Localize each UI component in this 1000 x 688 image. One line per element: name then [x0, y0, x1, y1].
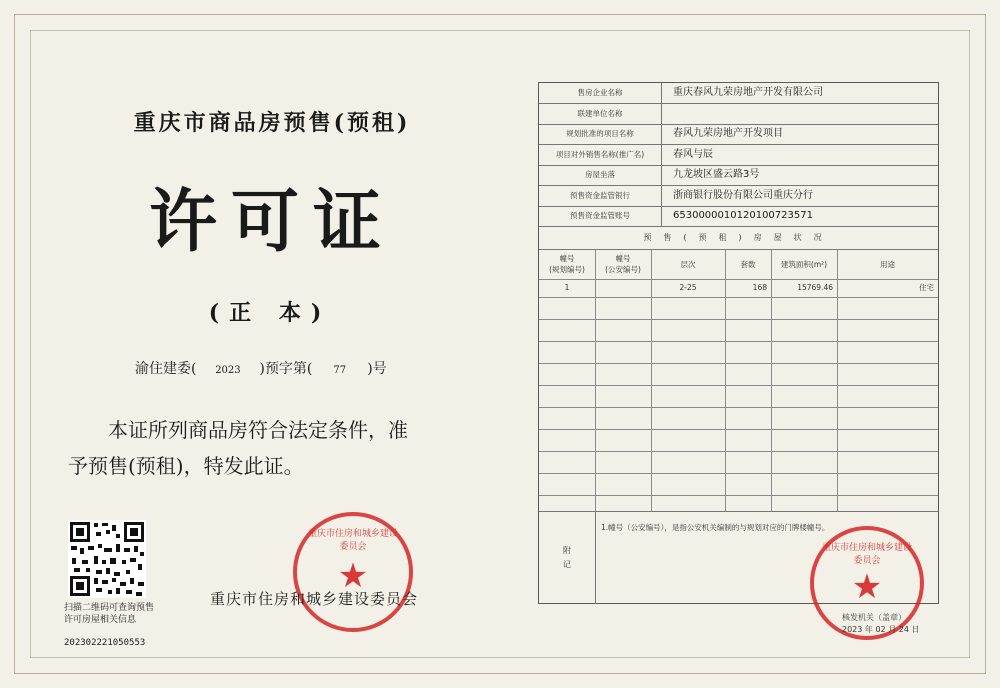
info-row-value: 春风与辰 — [673, 148, 713, 160]
grid-row-line — [539, 279, 938, 280]
grid-column-line — [771, 249, 772, 511]
qr-caption: 扫描二维码可查询预售许可房屋相关信息 — [64, 603, 155, 625]
notes-label: 附 记 — [539, 512, 596, 604]
body-line-1: 本证所列商品房符合法定条件，准 — [108, 418, 408, 442]
info-row — [539, 165, 938, 186]
certificate-title-sub: (正 本) — [208, 300, 332, 326]
certificate-title-main: 许可证 — [148, 182, 395, 262]
grid-column-line — [725, 249, 726, 511]
info-row — [539, 206, 938, 227]
table-cell-floors: 2-25 — [679, 283, 697, 292]
date-month: 02 — [875, 625, 886, 634]
number-suffix: )号 — [367, 361, 387, 377]
certificate-body — [68, 412, 448, 484]
column-header: 建筑面积(m²) — [780, 259, 828, 269]
info-row-label: 售房企业名称 — [539, 83, 662, 103]
info-row-label: 规划批准的项目名称 — [539, 124, 662, 144]
info-row-value: 九龙坡区盛云路3号 — [673, 169, 760, 180]
qr-code-icon[interactable] — [68, 520, 146, 598]
info-row — [539, 145, 938, 166]
grid-row-line — [539, 385, 938, 386]
star-icon: ★ — [337, 555, 369, 596]
approval-label: 核发机关（盖章） — [842, 613, 906, 622]
approval-date — [842, 624, 919, 635]
column-header: 幢号 (公安编号) — [605, 254, 641, 274]
column-header: 用途 — [880, 259, 895, 269]
column-header: 幢号 (规划编号) — [549, 254, 585, 274]
grid-row-line — [539, 429, 938, 430]
star-icon: ★ — [851, 567, 883, 608]
certificate-title-top: 重庆市商品房预售(预租) — [133, 110, 411, 136]
info-row — [539, 186, 938, 207]
presale-info-table — [538, 82, 939, 608]
official-seal-left — [293, 512, 413, 632]
column-header: 套数 — [740, 259, 756, 269]
info-row-value: 重庆春风九荣房地产开发有限公司 — [673, 87, 823, 98]
info-row-value: 春风九荣房地产开发项目 — [673, 128, 783, 139]
certificate-number — [135, 358, 435, 378]
table-cell-building-plan: 1 — [564, 283, 570, 292]
info-row-value: 6530000010120100723571 — [673, 210, 813, 221]
info-row — [539, 104, 938, 125]
date-year-suffix: 年 — [864, 625, 873, 634]
seal-right-text: 重庆市住房和城乡建设委员会 — [822, 543, 913, 566]
grid-row-line — [539, 407, 938, 408]
section-title: 预售(预租)房屋状况 — [539, 227, 938, 250]
grid-row-line — [539, 363, 938, 364]
table-cell-use: 住宅 — [919, 283, 934, 292]
date-year: 2023 — [842, 625, 863, 634]
info-row-label: 联建单位名称 — [539, 104, 662, 124]
grid-column-line — [651, 249, 652, 511]
body-line-2: 予预售(预租)，特发此证。 — [68, 454, 304, 478]
notes-text: 1.幢号（公安编号），是指公安机关编制的与规划对应的门牌楼幢号。 — [601, 523, 830, 532]
housing-grid — [539, 249, 938, 511]
grid-row-line — [539, 451, 938, 452]
grid-row-line — [539, 341, 938, 342]
column-header: 层次 — [680, 259, 696, 269]
qr-code-number: 20230222105055З — [64, 638, 146, 648]
info-row-label: 房屋坐落 — [539, 165, 662, 185]
grid-column-line — [595, 249, 596, 511]
info-row — [539, 124, 938, 145]
date-month-suffix: 月 — [888, 625, 897, 634]
info-row-label: 项目对外销售名称(推广名) — [539, 145, 662, 165]
number-mid: )预字第( — [259, 361, 313, 377]
grid-row-line — [539, 297, 938, 298]
table-cell-building-police — [599, 281, 647, 295]
grid-column-line — [837, 249, 838, 511]
number-value: 77 — [333, 365, 347, 376]
grid-row-line — [539, 319, 938, 320]
issuer-name: 重庆市住房和城乡建设委员会 — [210, 590, 419, 608]
info-row-label: 预售资金监管银行 — [539, 186, 662, 206]
grid-row-line — [539, 473, 938, 474]
date-day-suffix: 日 — [911, 625, 920, 634]
info-row — [539, 83, 938, 104]
grid-row-line — [539, 495, 938, 496]
number-prefix: 渝住建委( — [135, 361, 197, 377]
table-cell-units: 168 — [752, 283, 767, 292]
info-row-value: 浙商银行股份有限公司重庆分行 — [673, 189, 813, 201]
seal-left-text: 重庆市住房和城乡建设委员会 — [307, 529, 398, 552]
date-day: 24 — [898, 625, 909, 634]
info-row-label: 预售资金监管账号 — [539, 206, 662, 226]
table-cell-area: 15769.46 — [797, 283, 833, 292]
number-year: 2023 — [215, 365, 241, 376]
